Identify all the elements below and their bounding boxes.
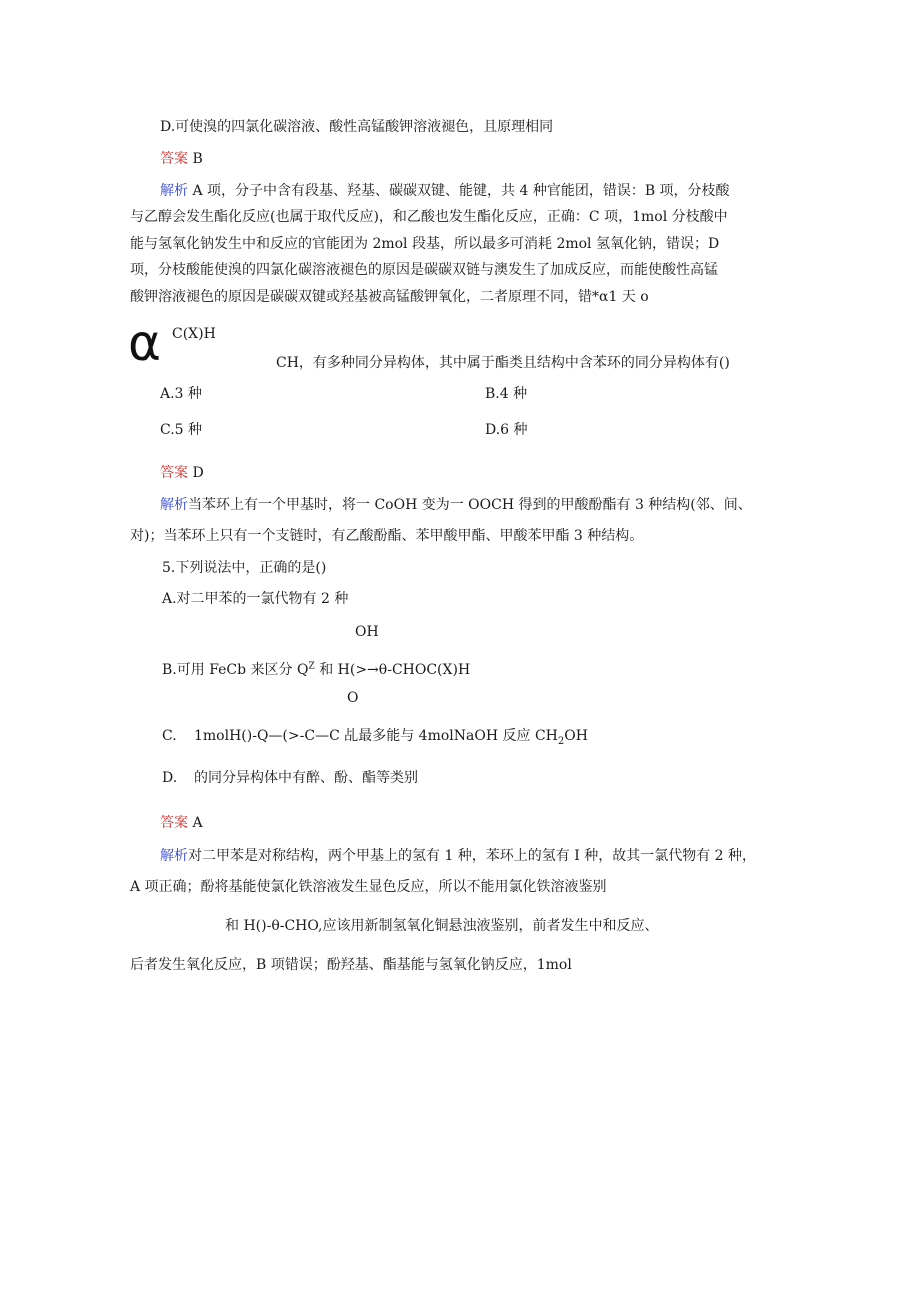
answer-value: D [192, 465, 204, 481]
q5-option-b-sup: Z [308, 661, 315, 672]
analysis-label: 解析 [160, 497, 188, 513]
analysis-line: 与乙醇会发生酯化反应(也属于取代反应)，和乙酸也发生酯化反应，正确：C 项，1mol 分枝酸中 [130, 209, 728, 225]
analysis-text: 对二甲苯是对称结构，两个甲基上的氢有 1 种，苯环上的氢有 I 种，故其一氯代物有 2 种， [188, 848, 757, 864]
analysis-line [160, 183, 730, 199]
answer-line-1 [160, 151, 203, 167]
option-a: A.3 种 [160, 386, 202, 402]
analysis-text: A 项，分子中含有段基、羟基、碳碳双键、能键，共 4 种官能团，错误：B 项，分枝酸 [192, 183, 730, 199]
analysis-line: 后者发生氧化反应，B 项错误；酚羟基、酯基能与氢氧化钠反应，1mol [130, 957, 572, 973]
q5-option-c-tail: OH [564, 728, 588, 744]
option-d-previous: D.可使溴的四氯化碳溶液、酸性高锰酸钾溶液褪色，且原理相同 [160, 119, 554, 135]
answer-value: A [192, 815, 203, 831]
analysis-label: 解析 [160, 848, 188, 864]
analysis-text: 当苯环上有一个甲基时，将一 CoOH 变为一 OOCH 得到的甲酸酚酯有 3 种结构(邻、间、 [188, 497, 752, 513]
option-d: D.6 种 [485, 422, 528, 438]
formula-top: C(X)H [172, 326, 216, 342]
analysis-label: 解析 [160, 183, 188, 199]
q5-option-b-bottom: O [347, 690, 359, 706]
question-5-stem: 5.下列说法中，正确的是() [162, 560, 327, 576]
q5-option-b-text: B.可用 FeCb 来区分 Q [162, 662, 309, 678]
option-c: C.5 种 [160, 422, 203, 438]
analysis-line [160, 848, 756, 864]
analysis-line: 对)；当苯环上只有一个支链时，有乙酸酚酯、苯甲酸甲酯、甲酸苯甲酯 3 种结构。 [130, 528, 644, 544]
q5-option-d-label: D. [162, 770, 178, 786]
q5-option-c-text: 1molH()-Q—(>-C—C 乩最多能与 4molNaOH 反应 CH [194, 728, 558, 744]
answer-label: 答案 [160, 151, 188, 167]
analysis-line: 和 H()-θ-CHO,应该用新制氢氧化铜悬浊液鉴别，前者发生中和反应、 [225, 918, 659, 934]
answer-label: 答案 [160, 815, 188, 831]
q5-option-a: A.对二甲苯的一氯代物有 2 种 [162, 591, 349, 607]
q5-option-b-text-2: 和 H(>→θ-CHOC(X)H [314, 662, 471, 678]
q5-option-c-label: C. [162, 728, 177, 744]
q5-option-c [194, 728, 588, 747]
answer-line-2 [160, 465, 204, 481]
q5-option-b-top: OH [355, 624, 379, 640]
q5-option-c-sub: 2 [557, 735, 565, 747]
answer-value: B [192, 151, 203, 167]
q5-option-b [162, 662, 470, 678]
option-b: B.4 种 [485, 386, 528, 402]
analysis-line: A 项正确；酚将基能使氯化铁溶液发生显色反应，所以不能用氯化铁溶液鉴别 [130, 879, 607, 895]
analysis-line [160, 497, 752, 513]
analysis-line: 项，分枝酸能使溴的四氯化碳溶液褪色的原因是碳碳双链与澳发生了加成反应，而能使酸性高锰 [130, 262, 718, 278]
answer-label: 答案 [160, 465, 188, 481]
q5-option-d: 的同分异构体中有醉、酚、酯等类别 [194, 770, 418, 786]
alpha-structure-symbol: α [128, 314, 161, 372]
analysis-line: 酸钾溶液褪色的原因是碳碳双键或羟基被高锰酸钾氧化，二者原理不同，错*α1 天 o [130, 289, 649, 305]
answer-line-3 [160, 815, 203, 831]
analysis-line: 能与氢氧化钠发生中和反应的官能团为 2mol 段基，所以最多可消耗 2mol 氢氧化钠，错误；D [130, 236, 720, 252]
question-stem: CH，有多种同分异构体，其中属于酯类且结构中含苯环的同分异构体有() [276, 355, 730, 371]
